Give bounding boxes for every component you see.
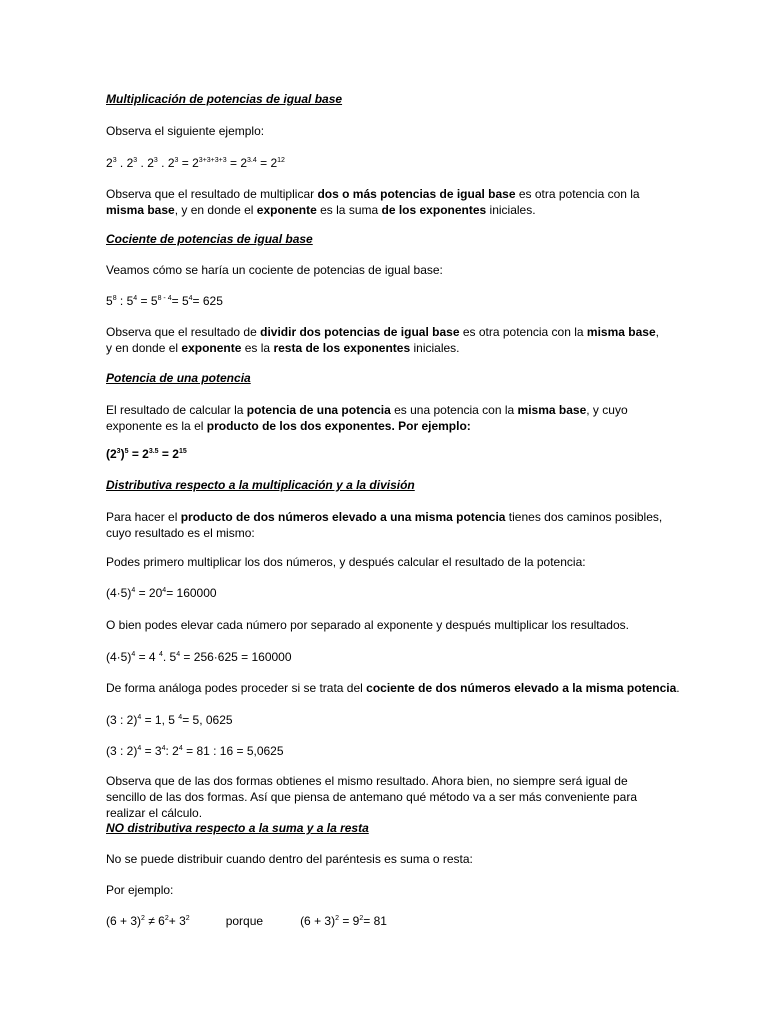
formula-no-distributiva: $(6 + 3)^2 \ne 6^2+ 3^2$ porque $(6 + 3)^2 = 9^2= 81$ bbox=[106, 914, 387, 928]
text-por-ejemplo: Por ejemplo: bbox=[106, 883, 174, 897]
heading-distributiva: Distributiva respecto a la multiplicación y a la división bbox=[106, 478, 415, 492]
text-multiplicar-primero: Podes primero multiplicar los dos números, y después calcular el resultado de la potencia: bbox=[106, 555, 586, 569]
paragraph-potencia-de-potencia: El resultado de calcular la potencia de una potencia es una potencia con la misma base, y cuyo exponente es la el producto de los dos exponentes. Por ejemplo: bbox=[106, 403, 628, 433]
heading-multiplicacion: Multiplicación de potencias de igual base bbox=[106, 92, 343, 106]
formula-cociente-2: (3 : $2)^4 = 3^4$: $2^4 = 81$ : 16 = 5,0625 bbox=[106, 744, 284, 758]
heading-no-distributiva: NO distributiva respecto a la suma y a la resta bbox=[106, 821, 369, 835]
formula-producto-2: $(4\cdot 5)^4 = 4$ $^4$. $5^4 = 256\cdot 625 = 160000$ bbox=[106, 650, 292, 664]
heading-potencia-de-potencia: Potencia de una potencia bbox=[106, 371, 251, 385]
formula-cociente: $5^8$ : $5^4 = 5^{8 - 4}= 5^4= 625$ bbox=[106, 294, 223, 308]
text-veamos-cociente: Veamos cómo se haría un cociente de potencias de igual base: bbox=[106, 263, 443, 277]
paragraph-multiplicacion: Observa que el resultado de multiplicar dos o más potencias de igual base es otra potencia con la misma base, y en donde el exponente es la suma de los exponentes iniciales. bbox=[106, 187, 640, 217]
formula-potencia-de-potencia: $(2^3)^5 = 2^{3.5} = 2^{15}$ bbox=[106, 447, 187, 461]
paragraph-cociente: Observa que el resultado de dividir dos potencias de igual base es otra potencia con la misma base, y en donde el exponente es la resta de los exponentes iniciales. bbox=[106, 325, 659, 355]
paragraph-mismo-resultado: Observa que de las dos formas obtienes el mismo resultado. Ahora bien, no siempre será igual de sencillo de las dos formas. Así que piensa de antemano qué método va a ser más conveniente para realizar el cálculo. bbox=[106, 774, 637, 820]
heading-cociente: Cociente de potencias de igual base bbox=[106, 232, 313, 246]
paragraph-cociente-misma-potencia: De forma análoga podes proceder si se trata del cociente de dos números elevado a la misma potencia. bbox=[106, 681, 680, 695]
text-no-se-puede-distribuir: No se puede distribuir cuando dentro del paréntesis es suma o resta: bbox=[106, 852, 473, 866]
formula-cociente-1: (3 : 2)$^4$ = 1, 5 $^4$= 5, 0625 bbox=[106, 713, 233, 727]
text-observa-ejemplo: Observa el siguiente ejemplo: bbox=[106, 124, 265, 138]
formula-producto-1: $(4\cdot 5)^4 = 20^4= 160000$ bbox=[106, 586, 217, 600]
paragraph-producto-misma-potencia: Para hacer el producto de dos números elevado a una misma potencia tienes dos caminos posibles, cuyo resultado es el mismo: bbox=[106, 510, 663, 540]
text-elevar-por-separado: O bien podes elevar cada número por separado al exponente y después multiplicar los resultados. bbox=[106, 618, 629, 632]
formula-multiplicacion: $2^3$ . $2^3$ . $2^3$ . $2^3 = 2^{3+3+3+3} = 2^{3.4} = 2^{12}$ bbox=[106, 156, 285, 170]
